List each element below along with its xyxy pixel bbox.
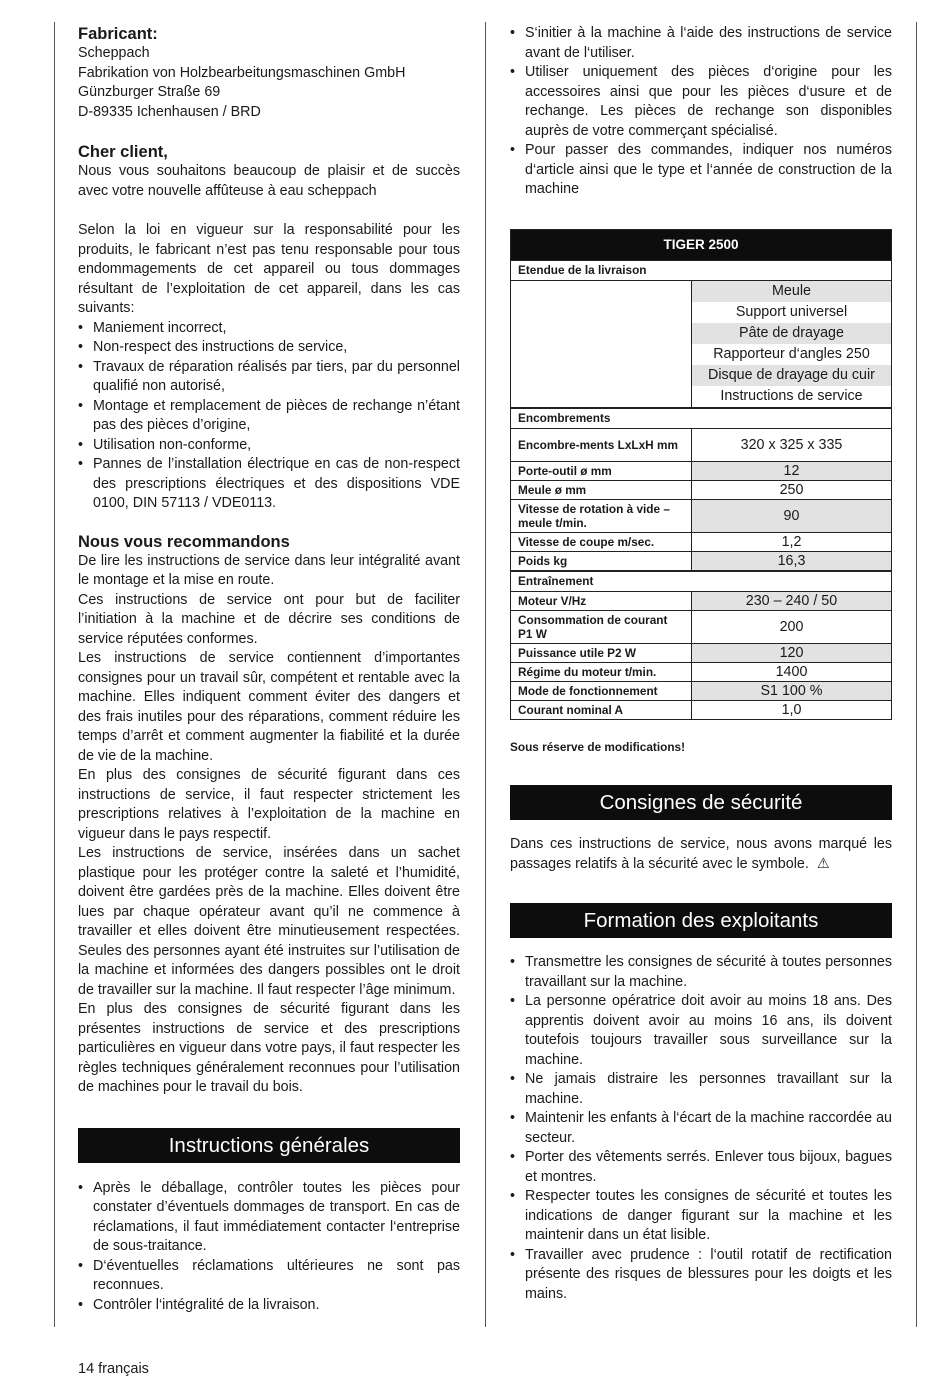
- spec-label: Mode de fonctionnement: [511, 681, 692, 700]
- spec-title: TIGER 2500: [511, 229, 892, 260]
- spec-label: Meule ø mm: [511, 480, 692, 499]
- delivery-item: Disque de drayage du cuir: [692, 365, 892, 386]
- list-item: • Porter des vêtements serrés. Enlever tous bijoux, bagues et montres.: [510, 1148, 892, 1187]
- spec-value: 16,3: [692, 551, 892, 571]
- recommend-paragraph: Ces instructions de service ont pour but de faciliter l’initiation à la machine et de décrire ses conditions de service réputées conformes.: [78, 591, 460, 647]
- greeting-heading: Cher client,: [78, 143, 168, 161]
- manufacturer-line: Fabrikation von Holzbearbeitungsmaschinen GmbH: [78, 64, 406, 81]
- list-item: • Contrôler l‘intégralité de la livraison.: [78, 1296, 460, 1316]
- spec-table: [510, 229, 892, 720]
- safety-text: Dans ces instructions de service, nous avons marqué les passages relatifs à la sécurité avec le symbole.: [510, 836, 892, 872]
- safety-block: [510, 785, 892, 874]
- liability-intro: Selon la loi en vigueur sur la responsabilité pour les produits, le fabricant n’est pas tenu responsable pour tous endommagements de cet appareil ou tous dommages résultant de l’exploitation de cet appareil, dans les cas suivants:: [78, 222, 460, 316]
- recommend-paragraph: De lire les instructions de service dans leur intégralité avant le montage et la mise en route.: [78, 552, 460, 588]
- page-footer: 14 français: [78, 1361, 149, 1377]
- spec-note: Sous réserve de modifications!: [510, 739, 686, 754]
- spec-value: 120: [692, 643, 892, 662]
- right-margin-rule: [916, 22, 917, 1327]
- recommend-heading: Nous vous recommandons: [78, 532, 290, 551]
- greeting-block: [78, 142, 460, 201]
- manufacturer-block: [78, 24, 460, 122]
- list-item: • Après le déballage, contrôler toutes les pièces pour constater d’éventuels dommages de transport. En cas de réclamations, il faut immédiatement contacter l‘entreprise de sous-traitance.: [78, 1179, 460, 1257]
- spec-value: 1,0: [692, 700, 892, 719]
- training-block: [510, 903, 892, 1304]
- recommend-paragraph: En plus des consignes de sécurité figurant dans les présentes instructions de service et des prescriptions particulières en vigueur dans votre pays, il faut respecter les règles techniques généralement reconnues pour l’utilisation de machines pour le travail du bois.: [78, 1001, 460, 1095]
- spec-value: 90: [692, 499, 892, 532]
- spec-value: 250: [692, 480, 892, 499]
- safety-heading: Consignes de sécurité: [510, 785, 892, 820]
- delivery-item: Pâte de drayage: [692, 323, 892, 344]
- left-margin-rule: [54, 22, 55, 1327]
- spec-label: Poids kg: [511, 551, 692, 571]
- spec-value: S1 100 %: [692, 681, 892, 700]
- spec-label: Vitesse de rotation à vide – meule t/min.: [511, 499, 692, 532]
- list-item: • Non-respect des instructions de service,: [78, 338, 460, 358]
- general-heading: Instructions générales: [78, 1128, 460, 1163]
- general-continued-list: [510, 24, 892, 200]
- general-list: [78, 1179, 460, 1316]
- spec-value: 1400: [692, 662, 892, 681]
- list-item: • Utilisation non-conforme,: [78, 436, 460, 456]
- list-item: • Pannes de l’installation électrique en cas de non-respect des prescriptions électriques et des dispositions VDE 0100, DIN 57113 / VDE0113.: [78, 455, 460, 514]
- delivery-item: Rapporteur d‘angles 250: [692, 344, 892, 365]
- training-list: [510, 953, 892, 1304]
- delivery-item: Instructions de service: [692, 386, 892, 408]
- right-column: [510, 24, 892, 1304]
- spec-label: Consommation de courant P1 W: [511, 610, 692, 643]
- spec-value: 200: [692, 610, 892, 643]
- list-item: • Maniement incorrect,: [78, 319, 460, 339]
- list-item: • D‘éventuelles réclamations ultérieures ne sont pas reconnues.: [78, 1257, 460, 1296]
- recommend-block: [78, 532, 460, 1098]
- spec-label: Encombre-ments LxLxH mm: [511, 428, 692, 461]
- list-item: • Pour passer des commandes, indiquer nos numéros d‘article ainsi que le type et l‘année de construction de la machine: [510, 141, 892, 200]
- list-item: • Respecter toutes les consignes de sécurité et toutes les indications de danger figurant sur la machine et les maintenir dans un état lisible.: [510, 1187, 892, 1246]
- left-column: [78, 24, 460, 1315]
- spec-value: 12: [692, 461, 892, 480]
- spec-label: Moteur V/Hz: [511, 591, 692, 610]
- manufacturer-line: Günzburger Straße 69: [78, 84, 221, 100]
- recommend-paragraph: Les instructions de service contiennent d’importantes consignes pour un travail sûr, compétent et rentable avec la machine. Elles indiquent comment éviter des dangers et des frais inutiles pour des réparations, comment réduire les temps d’arrêt et comment augmenter la fiabilité et la durée de vie de la machine.: [78, 650, 460, 764]
- greeting-text: Nous vous souhaitons beaucoup de plaisir et de succès avec votre nouvelle affûteuse à eau scheppach: [78, 163, 460, 199]
- recommend-paragraph: Les instructions de service, insérées dans un sachet plastique pour les protéger contre la saleté et l’humidité, doivent être gardées près de la machine. Elles doivent être lues par chaque opérateur avant qu’il ne commence à travailler et elles doivent être minutieusement respectées. Seules des personnes ayant été instruites sur l’utilisation de la machine et informées des dangers possibles ont le droit de travailler sur la machine. Il faut respecter l’âge minimum.: [78, 845, 460, 998]
- spec-value: 320 x 325 x 335: [692, 428, 892, 461]
- list-item: • S‘initier à la machine à l‘aide des instructions de service avant de l‘utiliser.: [510, 24, 892, 63]
- delivery-item: Support universel: [692, 302, 892, 323]
- manufacturer-heading: Fabricant:: [78, 25, 158, 43]
- list-item: • Maintenir les enfants à l‘écart de la machine raccordée au secteur.: [510, 1109, 892, 1148]
- manufacturer-line: Scheppach: [78, 45, 150, 61]
- spec-label: Courant nominal A: [511, 700, 692, 719]
- list-item: • Ne jamais distraire les personnes travaillant sur la machine.: [510, 1070, 892, 1109]
- spec-label: Régime du moteur t/min.: [511, 662, 692, 681]
- list-item: • Travaux de réparation réalisés par tiers, par du personnel qualifié non autorisé,: [78, 358, 460, 397]
- list-item: • Transmettre les consignes de sécurité à toutes personnes travaillant sur la machine.: [510, 953, 892, 992]
- center-rule: [485, 22, 486, 1327]
- delivery-item: Meule: [692, 280, 892, 302]
- general-block: [78, 1128, 460, 1316]
- spec-value: 230 – 240 / 50: [692, 591, 892, 610]
- list-item: • Travailler avec prudence : l‘outil rotatif de rectification présente des risques de blessures pour les doigts et les mains.: [510, 1246, 892, 1305]
- manufacturer-line: D-89335 Ichenhausen / BRD: [78, 103, 261, 120]
- list-item: • Montage et remplacement de pièces de rechange n’étant pas des pièces d’origine,: [78, 397, 460, 436]
- liability-list: [78, 319, 460, 514]
- spec-label: Vitesse de coupe m/sec.: [511, 532, 692, 551]
- spec-section-drive: Entraînement: [511, 571, 892, 592]
- recommend-paragraph: En plus des consignes de sécurité figurant dans ces instructions de service, il faut respecter strictement les prescriptions relatives à l’exploitation de la machine en vigueur dans le pays respectif.: [78, 767, 460, 842]
- safety-paragraph: [510, 835, 892, 874]
- liability-block: [78, 221, 460, 514]
- training-heading: Formation des exploitants: [510, 903, 892, 938]
- spec-section-dimensions: Encombrements: [511, 408, 892, 429]
- spec-value: 1,2: [692, 532, 892, 551]
- warning-icon: ⚠: [816, 855, 830, 872]
- spec-section-delivery: Etendue de la livraison: [511, 260, 892, 280]
- delivery-blank: [511, 280, 692, 408]
- spec-label: Puissance utile P2 W: [511, 643, 692, 662]
- list-item: • Utiliser uniquement des pièces d‘origine pour les accessoires ainsi que pour les pièces d‘usure et de rechange. Les pièces de rechange son disponibles auprès de votre commerçant spécialisé.: [510, 63, 892, 141]
- spec-label: Porte-outil ø mm: [511, 461, 692, 480]
- list-item: • La personne opératrice doit avoir au moins 18 ans. Des apprentis doivent avoir au moins 16 ans, ils doivent toutefois toujours travailler sous surveillance sur la machine.: [510, 992, 892, 1070]
